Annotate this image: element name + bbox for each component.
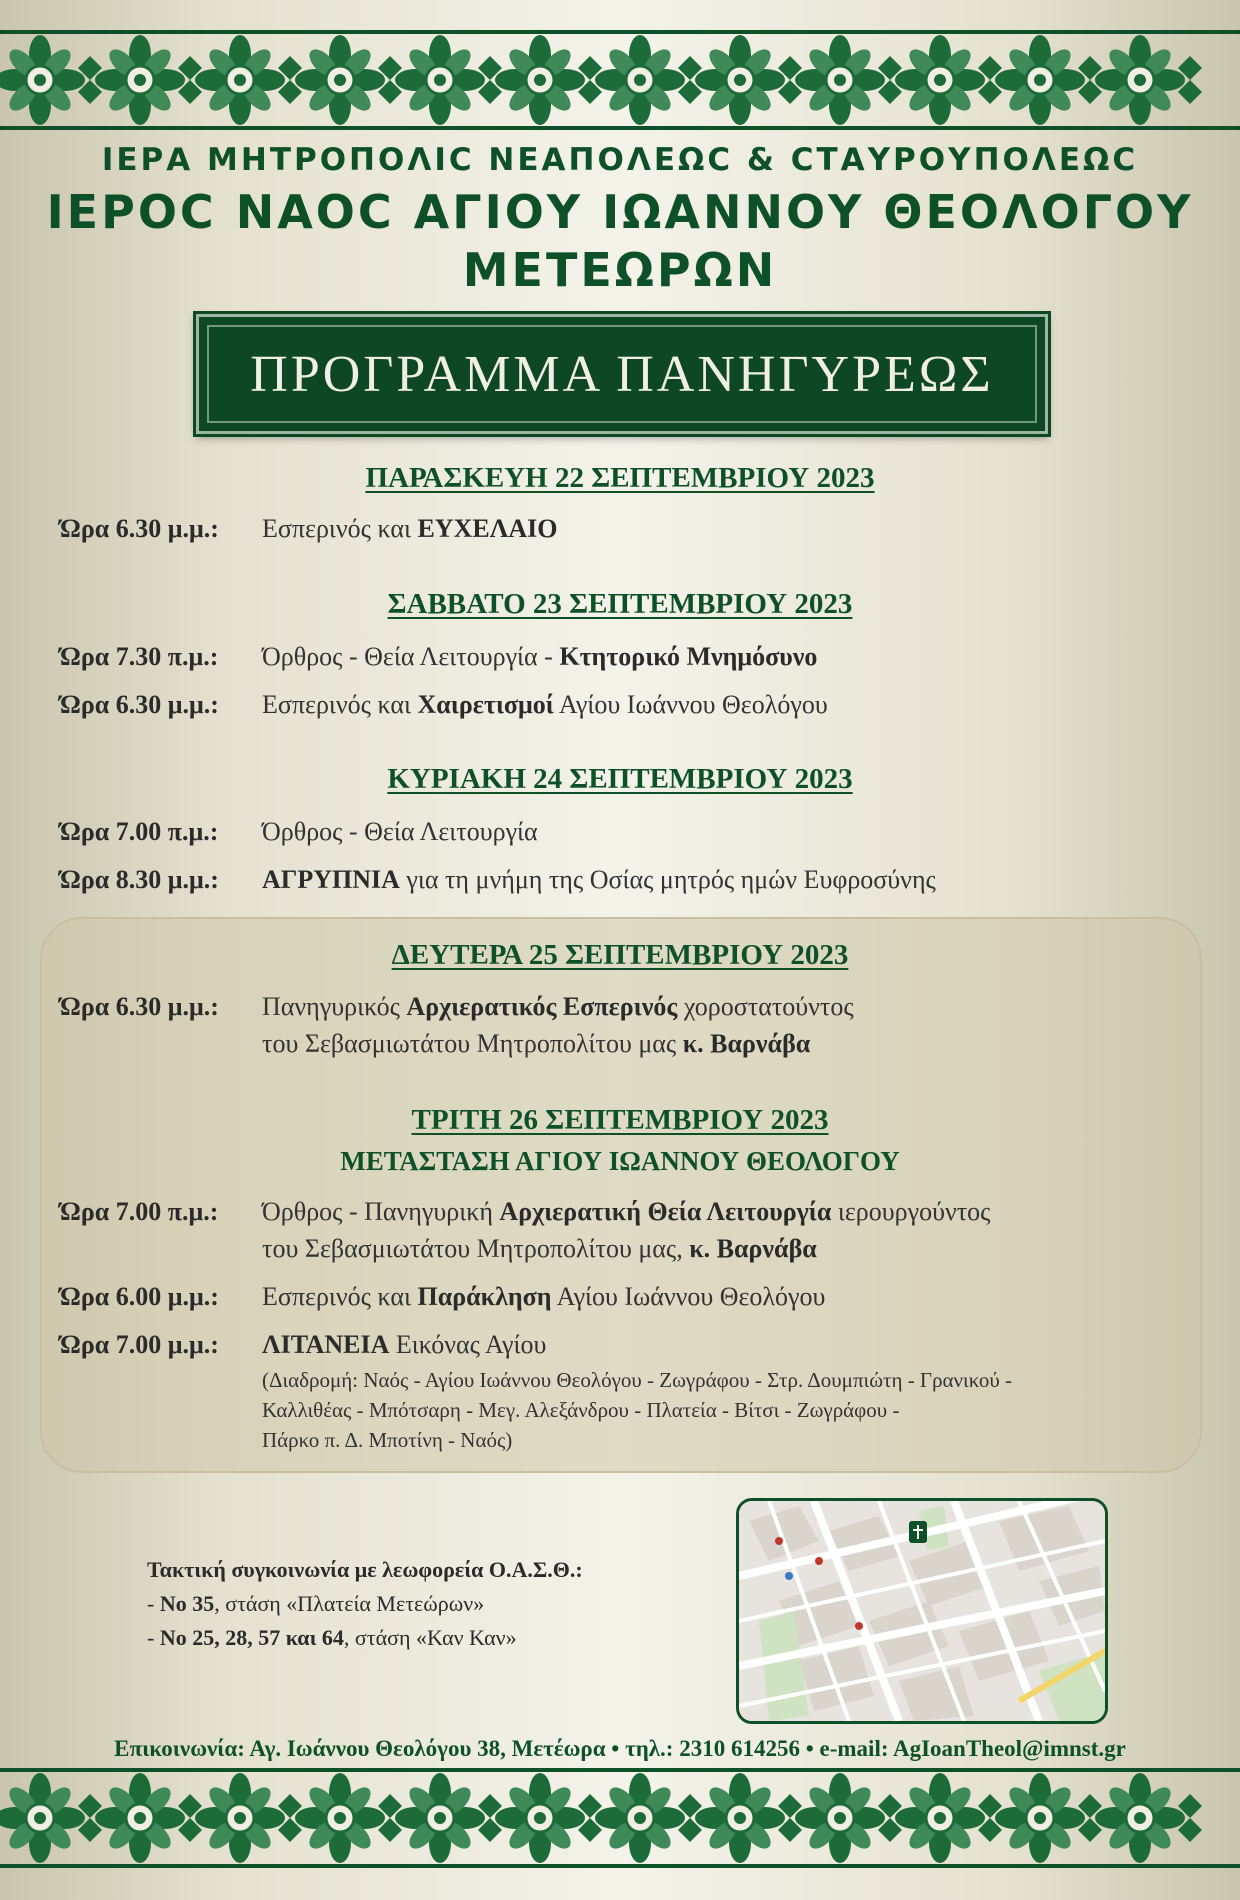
top-ornament-band xyxy=(0,30,1240,130)
event-time: Ώρα 7.00 μ.μ.: xyxy=(60,1330,219,1359)
church-location: ΜΕΤΕΩΡΩΝ xyxy=(462,243,778,297)
event-time: Ώρα 6.30 μ.μ.: xyxy=(60,690,219,719)
event-time: Ώρα 6.30 μ.μ.: xyxy=(60,514,219,543)
event-description: Πανηγυρικός Αρχιερατικός Εσπερινός χοροστατούντος του Σεβασμιωτάτου Μητροπολίτου μας κ. Βαρνάβα xyxy=(262,992,854,1058)
event-description: Όρθρος - Θεία Λειτουργία - Κτητορικό Μνημόσυνο xyxy=(262,642,818,671)
event-time: Ώρα 8.30 μ.μ.: xyxy=(60,865,219,894)
contact-line: Επικοινωνία: Αγ. Ιωάννου Θεολόγου 38, Μετέωρα • τηλ.: 2310 614256 • e-mail: AgIoanTheol@imnst.gr xyxy=(114,1736,1126,1761)
event-description: Εσπερινός και Χαιρετισμοί Αγίου Ιωάννου Θεολόγου xyxy=(262,690,828,719)
day-tuesday-heading: ΤΡΙΤΗ 26 ΣΕΠΤΕΜΒΡΙΟΥ 2023 xyxy=(411,1104,829,1136)
event-time: Ώρα 7.00 π.μ.: xyxy=(60,1197,219,1226)
event-description: Όρθρος - Θεία Λειτουργία xyxy=(262,817,538,846)
top-ornament-svg xyxy=(0,30,1240,130)
bus-line: - Νο 25, 28, 57 και 64, στάση «Καν Καν» xyxy=(147,1625,517,1650)
bus-line: - Νο 35, στάση «Πλατεία Μετεώρων» xyxy=(147,1591,485,1616)
day-saturday-heading: ΣΑΒΒΑΤΟ 23 ΣΕΠΤΕΜΒΡΙΟΥ 2023 xyxy=(387,588,853,620)
event-description: Εσπερινός και ΕΥΧΕΛΑΙΟ xyxy=(262,514,558,543)
procession-route: (Διαδρομή: Ναός - Αγίου Ιωάννου Θεολόγου - Ζωγράφου - Στρ. Δουμπιώτη - Γρανικού - Καλλιθέας - Μπότσαρη - Μεγ. Αλεξάνδρου - Πλατεία - Βίτσι - Ζωγράφου - Πάρκο π. Δ. Μποτίνη - Ναός) xyxy=(262,1368,1012,1452)
bottom-ornament-band xyxy=(0,1768,1240,1868)
metropolis-title: ΙΕΡΑ ΜΗΤΡΟΠΟΛΙϹ ΝΕΑΠΟΛΕΩϹ & ϹΤΑΥΡΟΥΠΟΛΕΩϹ xyxy=(101,142,1139,178)
church-marker-icon xyxy=(909,1521,927,1543)
transport-title: Τακτική συγκοινωνία με λεωφορεία Ο.Α.Σ.Θ.: xyxy=(147,1557,583,1582)
event-time: Ώρα 6.00 μ.μ.: xyxy=(60,1282,219,1311)
church-title: ΙΕΡΟϹ ΝΑΟϹ ΑΓΙΟΥ ΙΩΑΝΝΟΥ ΘΕΟΛΟΓΟΥ xyxy=(46,185,1194,239)
event-description: Όρθρος - Πανηγυρική Αρχιερατική Θεία Λειτουργία ιερουργούντος του Σεβασμιωτάτου Μητροπολίτου μας, κ. Βαρνάβα xyxy=(262,1197,991,1263)
event-time: Ώρα 7.30 π.μ.: xyxy=(60,642,219,671)
event-time: Ώρα 7.00 π.μ.: xyxy=(60,817,219,846)
day-sunday-heading: ΚΥΡΙΑΚΗ 24 ΣΕΠΤΕΜΒΡΙΟΥ 2023 xyxy=(387,763,853,795)
bottom-ornament-svg xyxy=(0,1768,1240,1868)
event-description: Εσπερινός και Παράκληση Αγίου Ιωάννου Θεολόγου xyxy=(262,1282,826,1311)
map-graphic xyxy=(739,1501,1105,1721)
program-title-box xyxy=(196,314,1048,434)
day-monday-heading: ΔΕΥΤΕΡΑ 25 ΣΕΠΤΕΜΒΡΙΟΥ 2023 xyxy=(391,939,849,971)
event-description: ΑΓΡΥΠΝΙΑ για τη μνήμη της Οσίας μητρός ημών Ευφροσύνης xyxy=(262,865,936,894)
day-friday-heading: ΠΑΡΑΣΚΕΥΗ 22 ΣΕΠΤΕΜΒΡΙΟΥ 2023 xyxy=(365,462,875,494)
feast-subtitle: ΜΕΤΑΣΤΑΣΗ ΑΓΙΟΥ ΙΩΑΝΝΟΥ ΘΕΟΛΟΓΟΥ xyxy=(340,1146,900,1176)
event-time: Ώρα 6.30 μ.μ.: xyxy=(60,992,219,1021)
transport-info xyxy=(147,1553,583,1655)
event-description: ΛΙΤΑΝΕΙΑ Εικόνας Αγίου (Διαδρομή: Ναός - Αγίου Ιωάννου Θεολόγου - Ζωγράφου - Στρ. Δουμπιώτη - Γρανικού - Καλλιθέας - Μπότσαρη - Μεγ. Αλεξάνδρου - Πλατεία - Βίτσι - Ζωγράφου - Πάρκο π. Δ. Μποτίνη - Ναός) xyxy=(262,1326,1222,1455)
location-map[interactable] xyxy=(736,1498,1108,1724)
program-title: ΠΡΟΓΡΑΜΜΑ ΠΑΝΗΓΥΡΕΩΣ xyxy=(207,325,1037,423)
